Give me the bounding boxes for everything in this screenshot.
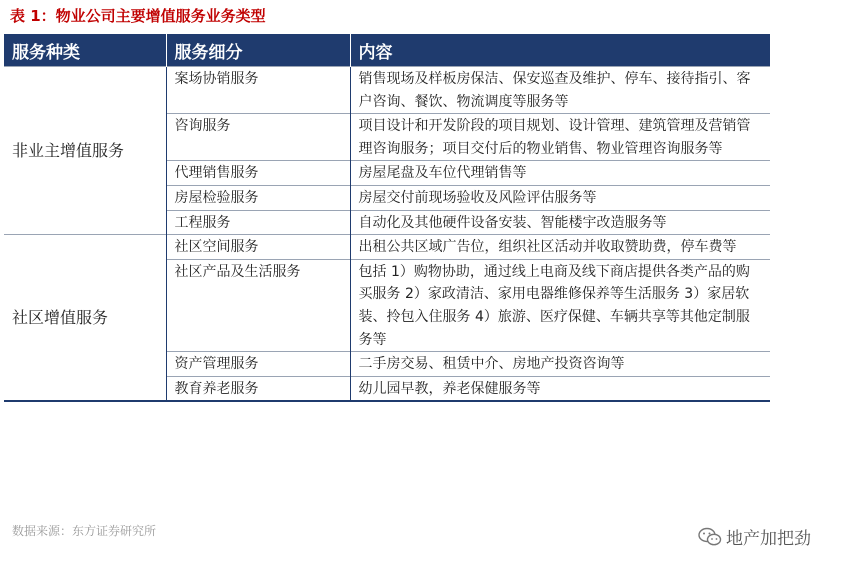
header-subcategory: 服务细分 [166,34,350,67]
subcategory-cell: 代理销售服务 [166,161,350,186]
source-note: 数据来源：东方证券研究所 [12,524,157,538]
content-cell: 销售现场及样板房保洁、保安巡查及维护、停车、接待指引、客户咨询、餐饮、物流调度等服务等 [350,67,770,114]
content-cell: 项目设计和开发阶段的项目规划、设计管理、建筑管理及营销管理咨询服务；项目交付后的物业销售、物业管理咨询服务等 [350,114,770,161]
header-category: 服务种类 [4,34,166,67]
content-cell: 房屋尾盘及车位代理销售等 [350,161,770,186]
subcategory-cell: 社区空间服务 [166,235,350,260]
table-row [4,235,770,260]
category-cell: 社区增值服务 [4,235,166,402]
subcategory-cell: 案场协销服务 [166,67,350,114]
content-cell: 二手房交易、租赁中介、房地产投资咨询等 [350,352,770,377]
subcategory-cell: 工程服务 [166,210,350,235]
value-added-services-table [4,34,770,402]
table-row [4,67,770,114]
watermark-text: 地产加把劲 [726,529,811,549]
table-title: 表 1：物业公司主要增值服务业务类型 [10,7,266,25]
wechat-icon [698,527,722,547]
watermark [698,524,811,549]
content-cell: 自动化及其他硬件设备安装、智能楼宇改造服务等 [350,210,770,235]
header-row [4,34,770,67]
subcategory-cell: 教育养老服务 [166,376,350,401]
subcategory-cell: 房屋检验服务 [166,185,350,210]
content-cell: 包括 1）购物协助，通过线上电商及线下商店提供各类产品的购买服务 2）家政清洁、家用电器维修保养等生活服务 3）家居软装、拎包入住服务 4）旅游、医疗保健、车辆共享等其他定制服务等 [350,259,770,351]
subcategory-cell: 社区产品及生活服务 [166,259,350,351]
content-cell: 房屋交付前现场验收及风险评估服务等 [350,185,770,210]
subcategory-cell: 资产管理服务 [166,352,350,377]
subcategory-cell: 咨询服务 [166,114,350,161]
category-cell: 非业主增值服务 [4,67,166,235]
content-cell: 幼儿园早教，养老保健服务等 [350,376,770,401]
header-content: 内容 [350,34,770,67]
content-cell: 出租公共区域广告位，组织社区活动并收取赞助费，停车费等 [350,235,770,260]
